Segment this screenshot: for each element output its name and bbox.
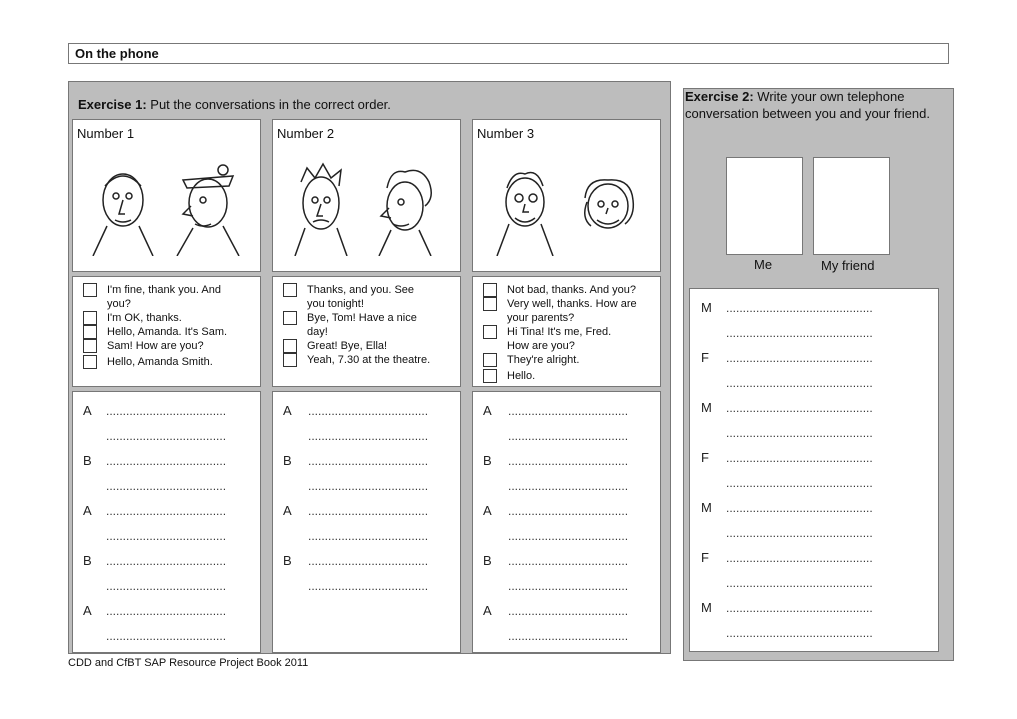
exercise1-heading — [78, 97, 391, 112]
option-3-5: Hello. — [483, 369, 535, 385]
order-checkbox[interactable] — [483, 297, 497, 311]
footer-credit: CDD and CfBT SAP Resource Project Book 2011 — [68, 657, 309, 669]
answer-line[interactable]: .................................... — [106, 579, 227, 593]
order-checkbox[interactable] — [83, 355, 97, 369]
answer-line[interactable]: ............................................ — [726, 476, 873, 490]
photo-frame-me[interactable] — [726, 157, 803, 255]
option-2-4: Yeah, 7.30 at the theatre. — [283, 353, 430, 369]
answer-line[interactable]: .................................... — [508, 554, 629, 568]
speaker-label: F — [701, 450, 709, 465]
answer-line[interactable]: .................................... — [106, 429, 227, 443]
answer-line[interactable]: ............................................ — [726, 576, 873, 590]
answer-line[interactable]: .................................... — [508, 629, 629, 643]
speaker-label: A — [83, 403, 92, 418]
answer-line[interactable]: .................................... — [106, 504, 227, 518]
writing-box — [689, 288, 939, 652]
answer-line[interactable]: .................................... — [106, 604, 227, 618]
speaker-label: M — [701, 300, 712, 315]
speaker-label: F — [701, 350, 709, 365]
answer-line[interactable]: .................................... — [106, 479, 227, 493]
speaker-label: B — [283, 553, 292, 568]
option-1-4: Sam! How are you? — [83, 339, 204, 355]
speaker-label: M — [701, 500, 712, 515]
answer-line[interactable]: ............................................ — [726, 351, 873, 365]
speaker-label: A — [83, 603, 92, 618]
picture-box-1 — [72, 119, 261, 272]
answer-line[interactable]: ............................................ — [726, 326, 873, 340]
answer-line[interactable]: .................................... — [106, 404, 227, 418]
order-checkbox[interactable] — [283, 339, 297, 353]
answer-line[interactable]: ............................................ — [726, 451, 873, 465]
speaker-label: B — [283, 453, 292, 468]
page-title: On the phone — [68, 43, 949, 64]
speaker-label: M — [701, 600, 712, 615]
answer-line[interactable]: ............................................ — [726, 301, 873, 315]
option-2-3: Great! Bye, Ella! — [283, 339, 387, 355]
order-checkbox[interactable] — [483, 283, 497, 297]
speaker-label: A — [283, 403, 292, 418]
order-checkbox[interactable] — [83, 339, 97, 353]
answer-line[interactable]: .................................... — [308, 479, 429, 493]
answer-line[interactable]: .................................... — [508, 479, 629, 493]
answer-line[interactable]: .................................... — [508, 454, 629, 468]
picture-box-2 — [272, 119, 461, 272]
answer-line[interactable]: ............................................ — [726, 426, 873, 440]
answer-line[interactable]: .................................... — [308, 529, 429, 543]
answer-line[interactable]: .................................... — [508, 604, 629, 618]
option-1-1: I'm fine, thank you. And you? — [83, 283, 221, 311]
two-men-cartoon-icon — [83, 158, 251, 256]
speaker-label: B — [483, 453, 492, 468]
answer-box-2 — [272, 391, 461, 653]
answer-line[interactable]: .................................... — [508, 404, 629, 418]
exercise2-heading — [685, 88, 951, 122]
option-1-2: I'm OK, thanks. — [83, 311, 182, 327]
option-2-2: Bye, Tom! Have a nice day! — [283, 311, 417, 339]
options-box-1 — [72, 276, 261, 387]
speaker-label: F — [701, 550, 709, 565]
answer-line[interactable]: .................................... — [308, 404, 429, 418]
conversation-number: Number 2 — [277, 126, 335, 141]
option-3-3: Hi Tina! It's me, Fred. How are you? — [483, 325, 611, 353]
answer-line[interactable]: .................................... — [106, 629, 227, 643]
answer-line[interactable]: ............................................ — [726, 626, 873, 640]
speaker-label: A — [483, 403, 492, 418]
speaker-label: B — [83, 553, 92, 568]
speaker-label: A — [483, 603, 492, 618]
order-checkbox[interactable] — [483, 369, 497, 383]
photo-frame-friend[interactable] — [813, 157, 890, 255]
option-1-3: Hello, Amanda. It's Sam. — [83, 325, 227, 341]
answer-line[interactable]: ............................................ — [726, 401, 873, 415]
option-3-1: Not bad, thanks. And you? — [483, 283, 636, 299]
speaker-label: M — [701, 400, 712, 415]
answer-line[interactable]: .................................... — [508, 504, 629, 518]
boy-and-woman-cartoon-icon — [483, 158, 651, 256]
options-box-2 — [272, 276, 461, 387]
order-checkbox[interactable] — [283, 353, 297, 367]
order-checkbox[interactable] — [83, 311, 97, 325]
option-1-5: Hello, Amanda Smith. — [83, 355, 213, 371]
answer-line[interactable]: .................................... — [308, 579, 429, 593]
answer-line[interactable]: .................................... — [508, 529, 629, 543]
caption-friend: My friend — [821, 258, 875, 273]
order-checkbox[interactable] — [283, 283, 297, 297]
answer-line[interactable]: .................................... — [308, 454, 429, 468]
speaker-label: A — [83, 503, 92, 518]
option-2-1: Thanks, and you. See you tonight! — [283, 283, 414, 311]
answer-line[interactable]: ............................................ — [726, 551, 873, 565]
options-box-3 — [472, 276, 661, 387]
exercise2-instruction: Write your own telephone conversation between you and your friend. — [685, 89, 930, 121]
order-checkbox[interactable] — [83, 325, 97, 339]
speaker-label: B — [83, 453, 92, 468]
answer-line[interactable]: .................................... — [308, 429, 429, 443]
option-3-2: Very well, thanks. How are your parents? — [483, 297, 637, 325]
order-checkbox[interactable] — [283, 311, 297, 325]
answer-line[interactable]: .................................... — [508, 579, 629, 593]
answer-line[interactable]: ............................................ — [726, 376, 873, 390]
exercise2-label: Exercise 2: — [685, 89, 754, 104]
answer-line[interactable]: .................................... — [106, 529, 227, 543]
picture-box-3 — [472, 119, 661, 272]
answer-line[interactable]: ............................................ — [726, 526, 873, 540]
man-and-woman-cartoon-icon — [283, 158, 451, 256]
order-checkbox[interactable] — [483, 325, 497, 339]
answer-box-3 — [472, 391, 661, 653]
order-checkbox[interactable] — [483, 353, 497, 367]
conversation-number: Number 1 — [77, 126, 135, 141]
answer-line[interactable]: .................................... — [308, 554, 429, 568]
answer-line[interactable]: ............................................ — [726, 501, 873, 515]
option-3-4: They're alright. — [483, 353, 579, 369]
answer-box-1 — [72, 391, 261, 653]
conversation-number: Number 3 — [477, 126, 535, 141]
speaker-label: A — [483, 503, 492, 518]
answer-line[interactable]: ............................................ — [726, 601, 873, 615]
speaker-label: A — [283, 503, 292, 518]
answer-line[interactable]: .................................... — [106, 454, 227, 468]
answer-line[interactable]: .................................... — [508, 429, 629, 443]
order-checkbox[interactable] — [83, 283, 97, 297]
speaker-label: B — [483, 553, 492, 568]
caption-me: Me — [754, 257, 773, 272]
answer-line[interactable]: .................................... — [308, 504, 429, 518]
answer-line[interactable]: .................................... — [106, 554, 227, 568]
exercise1-label: Exercise 1: — [78, 97, 147, 112]
exercise1-instruction: Put the conversations in the correct order. — [146, 97, 391, 112]
